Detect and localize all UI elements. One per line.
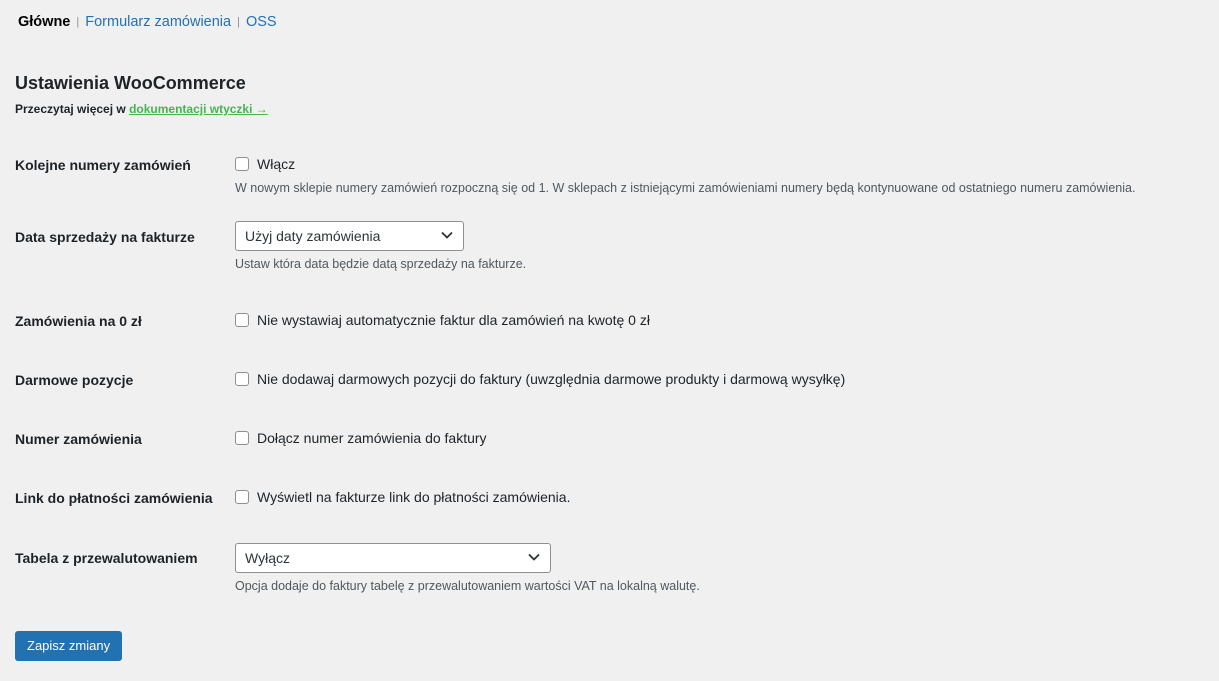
subnav-link-formularz[interactable]: Formularz zamówienia: [85, 14, 232, 30]
checkbox-label[interactable]: Nie dodawaj darmowych pozycji do faktury (uwzględnia darmowe produkty i darmową wysyłkę): [257, 371, 846, 387]
setting-description: Ustaw która data będzie datą sprzedaży na fakturze.: [235, 257, 527, 271]
readmore-text: [15, 102, 268, 116]
setting-label: Numer zamówienia: [15, 431, 142, 447]
setting-field: [235, 543, 700, 593]
setting-field: [235, 311, 650, 329]
setting-field: [235, 155, 1135, 195]
select-value: Wyłącz: [245, 550, 290, 566]
chevron-down-icon: [528, 553, 540, 561]
setting-label: Zamówienia na 0 zł: [15, 313, 142, 329]
checkbox-label[interactable]: Dołącz numer zamówienia do faktury: [257, 430, 487, 446]
free-items-checkbox[interactable]: [235, 372, 249, 386]
checkbox-label[interactable]: Nie wystawiaj automatycznie faktur dla zamówień na kwotę 0 zł: [257, 312, 650, 328]
documentation-link[interactable]: dokumentacji wtyczki →: [129, 102, 268, 116]
subnav-separator: |: [76, 16, 80, 28]
checkbox-label[interactable]: Włącz: [257, 156, 296, 172]
setting-field: [235, 221, 526, 271]
setting-label: Darmowe pozycje: [15, 372, 134, 388]
sub-navigation: [18, 14, 277, 30]
sequential-checkbox[interactable]: [235, 157, 249, 171]
checkbox-label[interactable]: Wyświetl na fakturze link do płatności zamówienia.: [257, 489, 571, 505]
subnav-link-oss[interactable]: OSS: [245, 14, 277, 30]
setting-label: Kolejne numery zamówień: [15, 157, 191, 173]
setting-field: [235, 370, 845, 388]
setting-field: [235, 488, 570, 506]
select-value: Użyj daty zamówienia: [245, 228, 381, 244]
subnav-current-glowne[interactable]: Główne: [18, 14, 71, 30]
setting-label: Tabela z przewalutowaniem: [15, 550, 198, 566]
section-title: Ustawienia WooCommerce: [15, 73, 246, 93]
setting-field: [235, 429, 487, 447]
readmore-prefix: Przeczytaj więcej w: [15, 102, 130, 116]
subnav-separator: |: [237, 16, 240, 28]
currency-table-select[interactable]: [235, 543, 551, 573]
setting-label: Link do płatności zamówienia: [15, 490, 213, 506]
order-number-checkbox[interactable]: [235, 431, 249, 445]
chevron-down-icon: [441, 231, 453, 239]
setting-label: Data sprzedaży na fakturze: [15, 229, 195, 245]
sale-date-select[interactable]: [235, 221, 464, 251]
setting-description: Opcja dodaje do faktury tabelę z przewalutowaniem wartości VAT na lokalną walutę.: [235, 579, 700, 593]
zero-orders-checkbox[interactable]: [235, 313, 249, 327]
setting-description: W nowym sklepie numery zamówień rozpoczną się od 1. W sklepach z istniejącymi zamówieniami numery będą kontynuowane od ostatniego numeru zamówienia.: [235, 181, 1136, 195]
save-changes-button[interactable]: Zapisz zmiany: [15, 631, 122, 661]
payment-link-checkbox[interactable]: [235, 490, 249, 504]
